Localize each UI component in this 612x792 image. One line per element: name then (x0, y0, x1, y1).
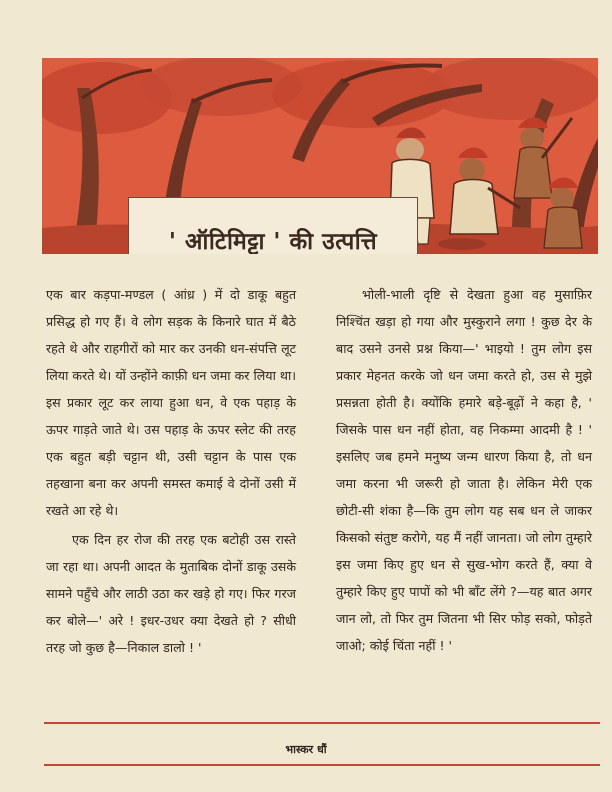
paragraph: एक बार कड़पा-मण्डल ( आंध्र ) में दो डाकू बहुत प्रसिद्ध हो गए हैं। वे लोग सड़क के किनारे घात में बैठे रहते थे और राहगीरों को मार कर उनकी धन-संपत्ति लूट लिया करते थे। यों उन्होंने काफ़ी धन जमा कर लिया था। इस प्रकार लूट कर लाया हुआ धन, वे एक पहाड़ के ऊपर गाड़ते जाते थे। उस पहाड़ के ऊपर स्लेट की तरह एक बहुत बड़ी चट्टान थी, उसी चट्टान के पास एक तहखाना बना कर अपनी समस्त कमाई वे दोनों उसी में रखते आ रहे थे। (46, 287, 296, 518)
page-title: ' ऑटिमिट्टा ' की उत्पत्ति (168, 229, 378, 254)
header-illustration (42, 58, 598, 254)
paragraph: एक दिन हर रोज की तरह एक बटोही उस रास्ते जा रहा था। अपनी आदत के मुताबिक दोनों डाकू उसके सामने पहुँचे और लाठी उठा कर खड़े हो गए। फिर गरज कर बोले—' अरे ! इधर-उधर क्या देखते हो ? सीधी तरह जो कुछ है—निकाल डालो ! ' (46, 532, 296, 655)
right-column (336, 281, 592, 659)
divider-bottom (44, 764, 600, 766)
footer-credit: भास्कर धौं (285, 743, 327, 756)
divider-top (44, 722, 600, 724)
paragraph: भोली-भाली दृष्टि से देखता हुआ वह मुसाफ़िर निश्चिंत खड़ा हो गया और मुस्कुराने लगा ! कुछ देर के बाद उसने उनसे प्रश्न किया—' भाइयो ! तुम लोग इस प्रकार मेहनत करके जो धन जमा करते हो, उस से मुझे प्रसन्नता होती है। क्योंकि हमारे बड़े-बूढ़ों ने कहा है, ' जिसके पास धन नहीं होता, वह निकम्मा आदमी है ! ' इसलिए जब हमने मनुष्य जन्म धारण किया है, तो धन जमा करना भी जरूरी हो जाता है। लेकिन मेरी एक छोटी-सी शंका है—कि तुम लोग यह सब धन ले जाकर किसको संतुष्ट करोगे, यह मैं नहीं जानता। जो लोग तुम्हारे इस जमा किए हुए धन से सुख-भोग करते हैं, क्या वे तुम्हारे किए हुए पापों को भी बाँट लेंगे ?—यह बात अगर जान लो, तो फिर तुम जितना भी सिर फोड़ सको, फोड़ते जाओ; कोई चिंता नहीं ! ' (336, 287, 592, 653)
left-column (46, 281, 296, 661)
title-box (128, 197, 418, 254)
